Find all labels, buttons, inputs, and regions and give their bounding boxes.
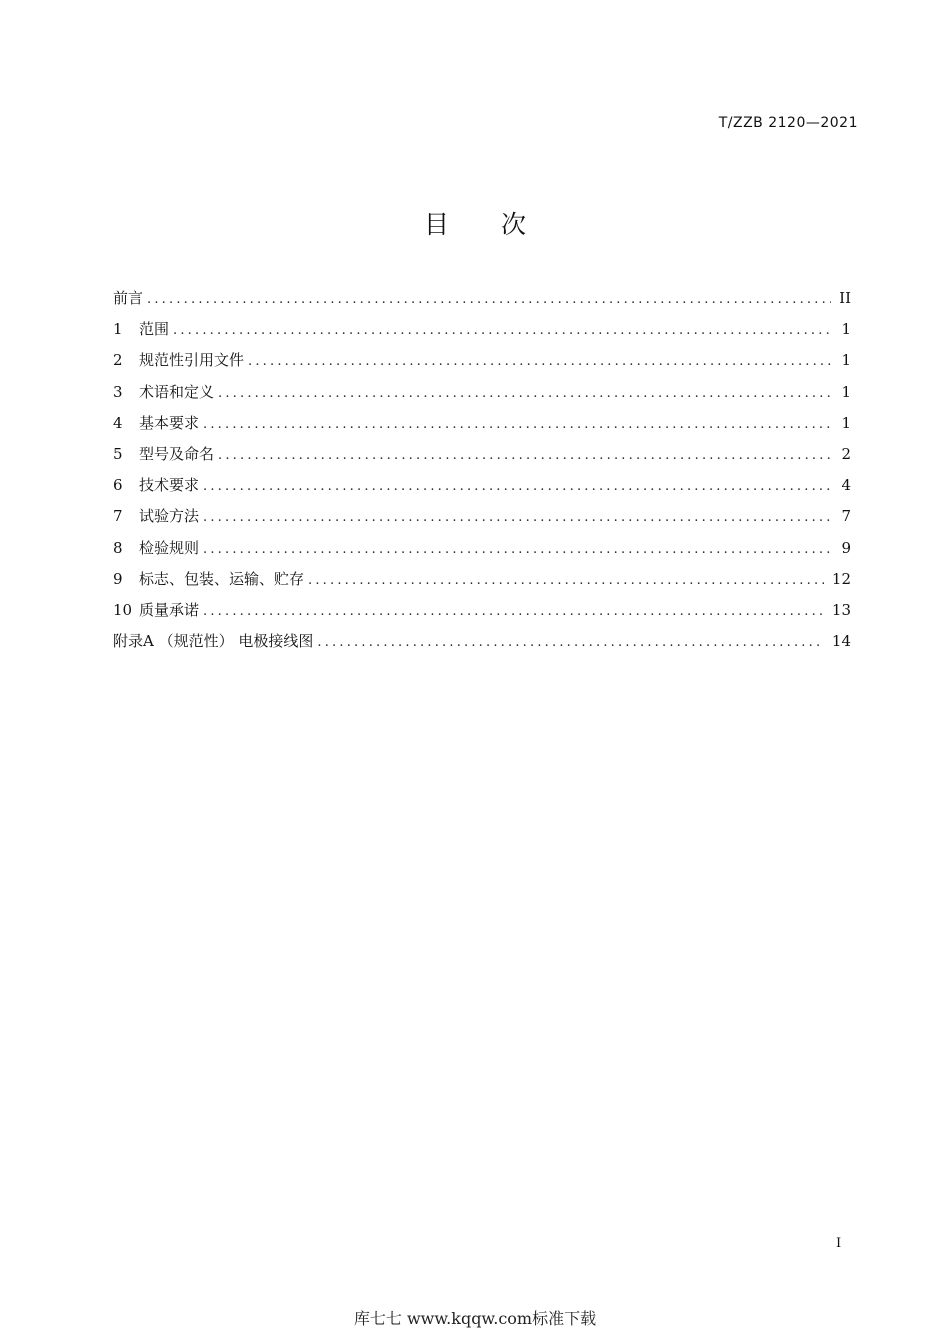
toc-entry-number: 1 (113, 320, 123, 339)
toc-entry-page: 13 (831, 600, 851, 619)
toc-entry[interactable] (113, 501, 851, 532)
toc-entry[interactable] (113, 345, 851, 376)
toc-entry-label: 术语和定义 (139, 382, 215, 401)
toc-title: 目 次 (424, 210, 548, 239)
table-of-contents (113, 283, 851, 657)
toc-leader-dots (218, 378, 833, 409)
toc-leader-dots (248, 346, 833, 377)
toc-entry-page: 1 (841, 351, 851, 370)
toc-entry-label: 检验规则 (139, 538, 200, 557)
toc-leader-dots (203, 409, 833, 440)
toc-leader-dots (203, 471, 833, 502)
toc-entry-label: 前言 (113, 289, 144, 307)
toc-entry-label: 附录A （规范性） 电极接线图 (113, 632, 314, 651)
toc-entry[interactable] (113, 626, 851, 657)
toc-entry-number: 10 (113, 600, 133, 619)
toc-leader-dots (203, 596, 824, 627)
toc-entry-number: 8 (113, 538, 123, 557)
toc-entry-page: 7 (841, 507, 851, 526)
toc-entry-number: 3 (113, 382, 123, 401)
toc-entry-label: 范围 (139, 320, 170, 339)
toc-entry-page: 14 (831, 632, 851, 651)
toc-entry-page: 1 (841, 382, 851, 401)
toc-leader-dots (203, 502, 833, 533)
toc-entry-page: 12 (831, 569, 851, 588)
toc-entry[interactable] (113, 533, 851, 564)
toc-entry-page: 1 (841, 320, 851, 339)
toc-entry[interactable] (113, 470, 851, 501)
toc-entry-page: 2 (841, 444, 851, 463)
toc-entry-label: 试验方法 (139, 507, 200, 526)
toc-leader-dots (173, 315, 833, 346)
toc-leader-dots (308, 565, 824, 596)
toc-entry-page: II (839, 289, 851, 307)
watermark-text: 库七七 www.kqqw.com标准下载 (353, 1309, 597, 1328)
toc-entry-number: 9 (113, 569, 123, 588)
toc-entry[interactable] (113, 439, 851, 470)
toc-entry-page: 4 (841, 476, 851, 495)
toc-leader-dots (218, 440, 833, 471)
toc-entry-number: 4 (113, 413, 123, 432)
toc-leader-dots (203, 534, 833, 565)
toc-leader-dots (317, 627, 824, 658)
document-number: T/ZZB 2120—2021 (718, 115, 858, 131)
toc-entry-page: 1 (841, 413, 851, 432)
toc-entry-label: 规范性引用文件 (139, 351, 245, 370)
page-number: I (836, 1236, 842, 1251)
toc-entry[interactable] (113, 377, 851, 408)
toc-entry-label: 基本要求 (139, 413, 200, 432)
toc-entry[interactable] (113, 408, 851, 439)
toc-entry-label: 型号及命名 (139, 444, 215, 463)
toc-entry-label: 技术要求 (139, 476, 200, 495)
toc-entry-number: 2 (113, 351, 123, 370)
toc-entry-label: 质量承诺 (139, 600, 200, 619)
toc-entry-label: 标志、包装、运输、贮存 (139, 569, 305, 588)
toc-entry-number: 7 (113, 507, 123, 526)
toc-entry[interactable] (113, 564, 851, 595)
toc-entry-number: 5 (113, 444, 123, 463)
toc-entry-page: 9 (841, 538, 851, 557)
toc-entry[interactable] (113, 314, 851, 345)
toc-entry-number: 6 (113, 476, 123, 495)
toc-leader-dots (147, 284, 831, 315)
toc-entry[interactable] (113, 283, 851, 314)
toc-entry[interactable] (113, 595, 851, 626)
